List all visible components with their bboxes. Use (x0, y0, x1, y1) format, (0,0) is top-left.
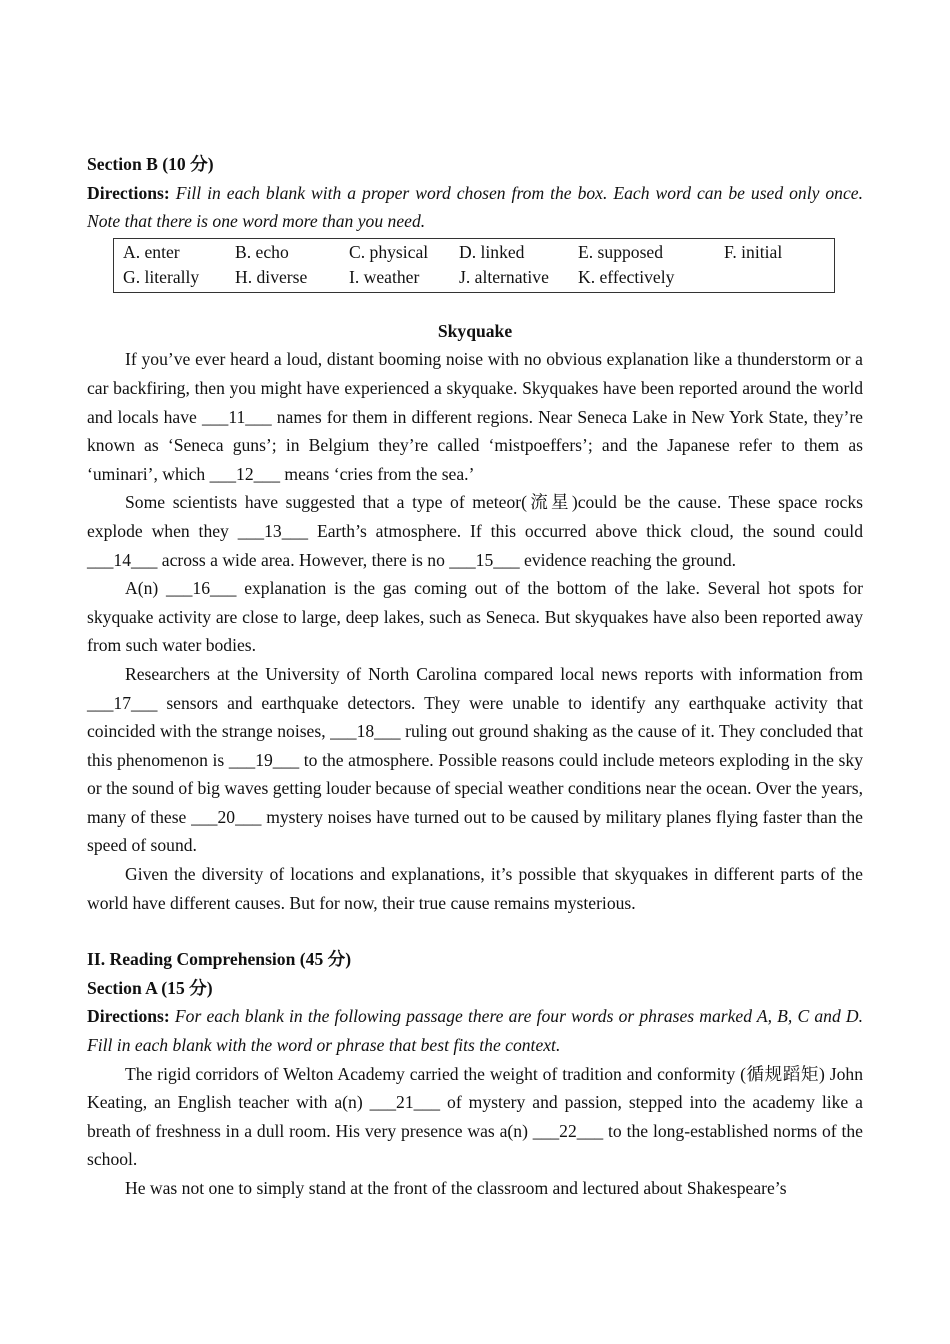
passage-paragraph: The rigid corridors of Welton Academy carried the weight of tradition and conformity (循规蹈矩) John Keating, an English teacher with a(n) ___21___ of mystery and passion, stepped into the academy like a breath of freshness in a dull room. His very presence was a(n) ___22___ to the long-established norms of the school. (87, 1063, 863, 1170)
passage-paragraph: He was not one to simply stand at the front of the classroom and lectured about Shakespeare’s (125, 1178, 787, 1198)
word-option: E. supposed (578, 241, 664, 262)
document-page (87, 150, 863, 1203)
word-option: G. literally (123, 266, 200, 287)
word-box-row (123, 240, 834, 265)
word-option: F. initial (724, 241, 783, 262)
section-b-directions (87, 179, 863, 236)
word-option: K. effectively (578, 266, 675, 287)
word-option (724, 265, 834, 290)
passage-paragraph: If you’ve ever heard a loud, distant booming noise with no obvious explanation like a thunderstorm or a car backfiring, then you might have experienced a skyquake. Skyquakes have been reported around the world and locals have ___11___ names for them in different regions. Near Seneca Lake in New York State, they’re known as ‘Seneca guns’; in Belgium they’re called ‘mistpoeffers’; and the Japanese refer to them as ‘uminari’, which ___12___ means ‘cries from the sea.’ (87, 349, 863, 484)
passage-paragraph: Some scientists have suggested that a type of meteor(流星)could be the cause. These space rocks explode when they ___13___ Earth’s atmosphere. If this occurred above thick cloud, the sound could ___14___ across a wide area. However, there is no ___15___ evidence reaching the ground. (87, 492, 863, 570)
section-a-directions (87, 1002, 863, 1059)
directions-label: Directions: (87, 1006, 170, 1027)
directions-label: Directions: (87, 182, 170, 203)
directions-text: Fill in each blank with a proper word chosen from the box. Each word can be used only once. Note that there is one word more than you need. (87, 182, 863, 232)
word-box (113, 238, 835, 293)
part-ii-heading: II. Reading Comprehension (45 分) (87, 949, 352, 970)
passage-paragraph: Given the diversity of locations and explanations, it’s possible that skyquakes in different parts of the world have different causes. But for now, their true cause remains mysterious. (87, 864, 863, 913)
word-option: J. alternative (459, 266, 549, 287)
section-a-heading: Section A (15 分) (87, 977, 213, 998)
word-option: A. enter (123, 241, 180, 262)
word-option: D. linked (459, 241, 525, 262)
section-b-heading: Section B (10 分) (87, 154, 214, 174)
word-option: I. weather (349, 266, 420, 287)
word-option: B. echo (235, 241, 289, 262)
word-option: H. diverse (235, 266, 308, 287)
word-box-row (123, 265, 834, 290)
word-option: C. physical (349, 241, 429, 262)
directions-text: For each blank in the following passage there are four words or phrases marked A, B, C and D. Fill in each blank with the word or phrase that best fits the context. (87, 1006, 863, 1056)
passage-paragraph: A(n) ___16___ explanation is the gas coming out of the bottom of the lake. Several hot spots for skyquake activity are close to large, deep lakes, such as Seneca. But skyquakes have also been reported away from such water bodies. (87, 578, 863, 656)
passage-title: Skyquake (437, 320, 513, 341)
passage-paragraph: Researchers at the University of North Carolina compared local news reports with information from ___17___ sensors and earthquake detectors. They were unable to identify any earthquake activity that coincided with the strange noises, ___18___ ruling out ground shaking as the cause of it. They concluded that this phenomenon is ___19___ to the atmosphere. Possible reasons could include meteors exploding in the sky or the sound of big waves getting louder because of special weather conditions near the ocean. Over the years, many of these ___20___ mystery noises have turned out to be caused by military planes flying faster than the speed of sound. (87, 663, 863, 856)
